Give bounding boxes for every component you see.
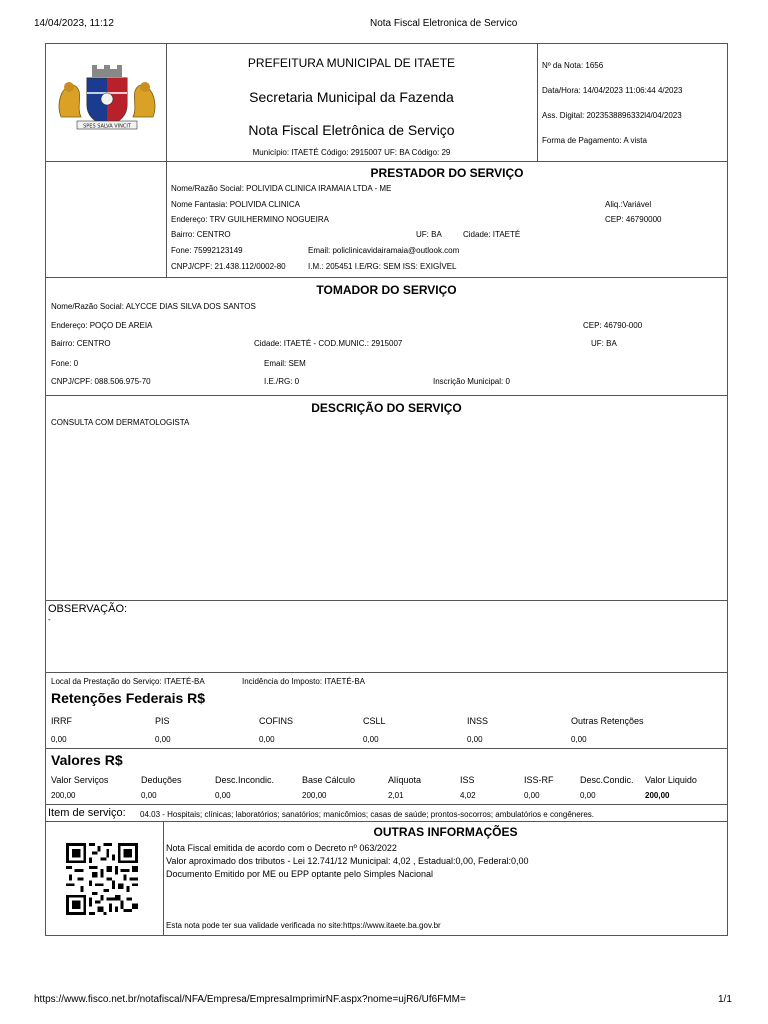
prestador-endereco: Endereço: TRV GUILHERMINO NOGUEIRA: [171, 215, 329, 224]
retencoes-value: 0,00: [363, 735, 379, 744]
outras-title: OUTRAS INFORMAÇÕES: [373, 825, 518, 839]
valores-value: 0,00: [580, 791, 596, 800]
outras-line2: Valor aproximado dos tributos - Lei 12.741/12 Municipal: 4,02 , Estadual:0,00, Federal:0,00: [166, 856, 529, 866]
local-incidencia: Incidência do Imposto: ITAETÉ-BA: [242, 677, 366, 686]
print-page-number: 1/1: [718, 994, 732, 1005]
outras-line1: Nota Fiscal emitida de acordo com o Decreto nº 063/2022: [166, 843, 397, 853]
prefeitura-title: PREFEITURA MUNICIPAL DE ITAETE: [247, 56, 456, 70]
prestador-im: I.M.: 205451 I.E/RG: SEM ISS: EXIGÍVEL: [308, 262, 457, 271]
valores-header: Valor Liquido: [645, 775, 697, 785]
retencoes-value: 0,00: [155, 735, 171, 744]
numero-nota: Nº da Nota: 1656: [542, 61, 604, 70]
prestador-email: Email: policlinicavidairamaia@outlook.com: [308, 246, 460, 255]
retencoes-header: CSLL: [363, 716, 386, 726]
secretaria-title: Secretaria Municipal da Fazenda: [249, 89, 454, 105]
valores-value: 200,00: [302, 791, 327, 800]
tomador-cnpj: CNPJ/CPF: 088.506.975-70: [51, 377, 151, 386]
prestador-razao: Nome/Razão Social: POLIVIDA CLINICA IRAMAIA LTDA - ME: [171, 184, 392, 193]
tomador-email: Email: SEM: [264, 359, 306, 368]
prestador-title: PRESTADOR DO SERVIÇO: [370, 166, 524, 180]
prestador-uf: UF: BA: [416, 230, 442, 239]
retencoes-header: INSS: [467, 716, 489, 726]
print-title: Nota Fiscal Eletronica de Servico: [370, 18, 518, 29]
valores-header: Base Cálculo: [302, 775, 356, 785]
valores-header: Valor Serviços: [51, 775, 109, 785]
ass-digital: Ass. Digital: 2023538896332l4/04/2023: [542, 111, 682, 120]
forma-pagamento: Forma de Pagamento: A vista: [542, 136, 647, 145]
tomador-fone: Fone: 0: [51, 359, 79, 368]
valores-header: ISS: [460, 775, 475, 785]
tomador-cep: CEP: 46790-000: [583, 321, 643, 330]
tomador-cidade: Cidade: ITAETÉ - COD.MUNIC.: 2915007: [254, 339, 403, 348]
prestador-aliq: Aliq.:Variável: [605, 200, 652, 209]
valores-value: 0,00: [141, 791, 157, 800]
retencoes-header: PIS: [155, 716, 170, 726]
svg-text:SPES SALVA VINCIT: SPES SALVA VINCIT: [83, 123, 131, 130]
municipio-line: Município: ITAETÉ Código: 2915007 UF: BA Código: 29: [252, 148, 451, 157]
prestador-fone: Fone: 75992123149: [171, 246, 243, 255]
local-prestacao: Local da Prestação do Serviço: ITAETÉ-BA: [51, 677, 205, 686]
outras-validade: Esta nota pode ter sua validade verificada no site:https://www.itaete.ba.gov.br: [166, 921, 441, 930]
valor-liquido: 200,00: [645, 791, 670, 800]
prestador-fantasia: Nome Fantasia: POLIVIDA CLINICA: [171, 200, 300, 209]
tomador-razao: Nome/Razão Social: ALYCCE DIAS SILVA DOS SANTOS: [51, 302, 256, 311]
tomador-title: TOMADOR DO SERVIÇO: [316, 283, 457, 297]
valores-value: 4,02: [460, 791, 476, 800]
descricao-title: DESCRIÇÃO DO SERVIÇO: [311, 401, 462, 415]
tomador-bairro: Bairro: CENTRO: [51, 339, 111, 348]
tomador-ie: I.E./RG: 0: [264, 377, 300, 386]
tomador-uf: UF: BA: [591, 339, 617, 348]
nota-title: Nota Fiscal Eletrônica de Serviço: [248, 122, 455, 138]
qr-code-icon: [66, 843, 138, 915]
tomador-inscricao: Inscrição Municipal: 0: [433, 377, 510, 386]
prestador-cep: CEP: 46790000: [605, 215, 662, 224]
observacao-text: -: [48, 615, 51, 624]
retencoes-value: 0,00: [571, 735, 587, 744]
descricao-text: CONSULTA COM DERMATOLOGISTA: [51, 418, 190, 427]
valores-header: Desc.Incondic.: [215, 775, 275, 785]
observacao-label: OBSERVAÇÃO:: [48, 603, 128, 615]
retencoes-title: Retenções Federais R$: [51, 690, 206, 706]
retencoes-value: 0,00: [467, 735, 483, 744]
valores-header: Desc.Condic.: [580, 775, 634, 785]
item-servico-text: 04.03 - Hospitais; clínicas; laboratórios; sanatórios; manicômios; casas de saúde; prontos-socorros; ambulatórios e congêneres.: [140, 810, 595, 819]
retencoes-header: Outras Retenções: [571, 716, 644, 726]
valores-header: Deduções: [141, 775, 182, 785]
brasao-icon: [55, 63, 159, 133]
retencoes-value: 0,00: [51, 735, 67, 744]
valores-value: 2,01: [388, 791, 404, 800]
valores-value: 0,00: [524, 791, 540, 800]
print-datetime: 14/04/2023, 11:12: [34, 18, 114, 29]
valores-title: Valores R$: [51, 752, 123, 768]
outras-line3: Documento Emitido por ME ou EPP optante pelo Simples Nacional: [166, 869, 433, 879]
valores-value: 200,00: [51, 791, 76, 800]
prestador-cidade: Cidade: ITAETÉ: [463, 230, 521, 239]
data-hora: Data/Hora: 14/04/2023 11:06:44 4/2023: [542, 86, 683, 95]
tomador-endereco: Endereço: POÇO DE AREIA: [51, 321, 153, 330]
valores-value: 0,00: [215, 791, 231, 800]
item-servico-label: Item de serviço:: [48, 807, 126, 819]
prestador-cnpj: CNPJ/CPF: 21.438.112/0002-80: [171, 262, 286, 271]
retencoes-header: IRRF: [51, 716, 72, 726]
retencoes-header: COFINS: [259, 716, 294, 726]
valores-header: Alíquota: [388, 775, 422, 785]
print-url: https://www.fisco.net.br/notafiscal/NFA/Empresa/EmpresaImprimirNF.aspx?nome=ujR6/Uf6FMM=: [34, 994, 466, 1005]
retencoes-value: 0,00: [259, 735, 275, 744]
valores-header: ISS-RF: [524, 775, 554, 785]
prestador-bairro: Bairro: CENTRO: [171, 230, 231, 239]
